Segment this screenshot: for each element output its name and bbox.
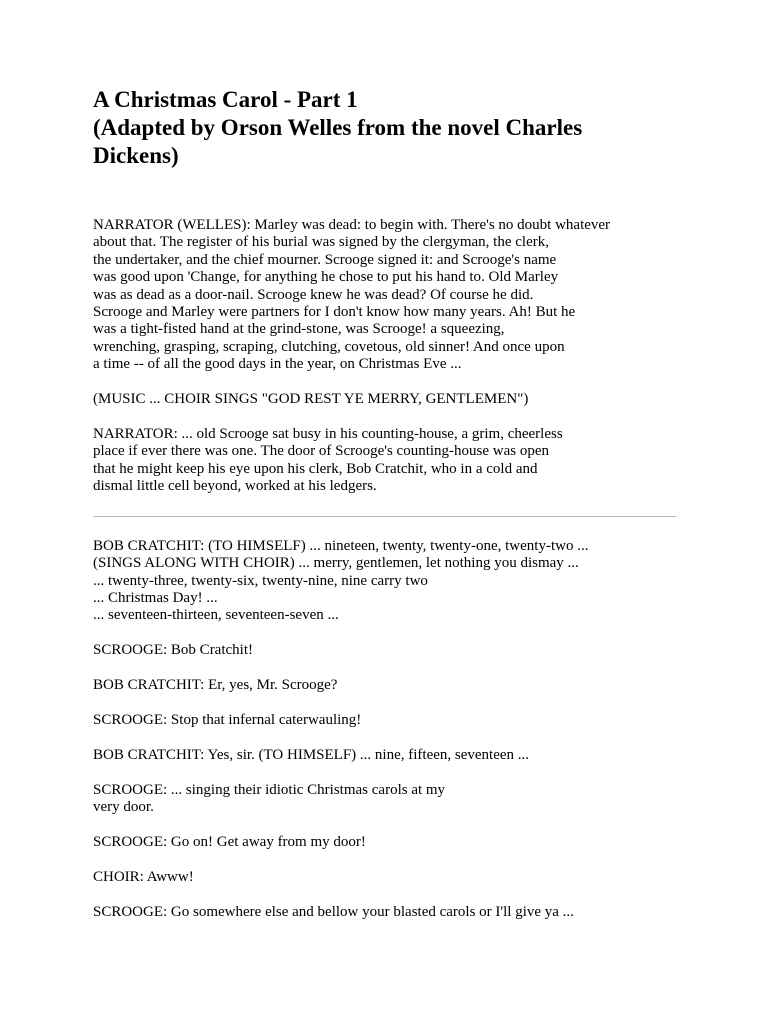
script-paragraph (93, 869, 693, 886)
script-paragraph (93, 904, 693, 921)
paragraph-line: wrenching, grasping, scraping, clutching, covetous, old sinner! And once upon (93, 338, 565, 355)
paragraph-line: a time -- of all the good days in the year, on Christmas Eve ... (93, 356, 462, 373)
paragraph-line: ... twenty-three, twenty-six, twenty-nine, nine carry two (93, 572, 428, 589)
script-paragraph (93, 782, 693, 817)
script-section-1 (93, 217, 693, 496)
title-line: (Adapted by Orson Welles from the novel Charles (93, 115, 583, 140)
paragraph-line: place if ever there was one. The door of Scrooge's counting-house was open (93, 443, 550, 460)
document-title (93, 86, 693, 170)
paragraph-line: was a tight-fisted hand at the grind-stone, was Scrooge! a squeezing, (93, 321, 505, 338)
paragraph-line: SCROOGE: Stop that infernal caterwauling! (93, 712, 362, 729)
script-paragraph (93, 677, 693, 694)
paragraph-line: NARRATOR: ... old Scrooge sat busy in his counting-house, a grim, cheerless (93, 426, 563, 443)
paragraph-line: that he might keep his eye upon his clerk, Bob Cratchit, who in a cold and (93, 460, 538, 477)
paragraph-line: BOB CRATCHIT: Er, yes, Mr. Scrooge? (93, 677, 338, 694)
paragraph-line: the undertaker, and the chief mourner. Scrooge signed it: and Scrooge's name (93, 251, 557, 268)
paragraph-line: was good upon 'Change, for anything he chose to put his hand to. Old Marley (93, 269, 559, 286)
paragraph-line: very door. (93, 799, 154, 816)
paragraph-line: BOB CRATCHIT: (TO HIMSELF) ... nineteen, twenty, twenty-one, twenty-two ... (93, 537, 589, 554)
title-line: A Christmas Carol - Part 1 (93, 87, 358, 112)
paragraph-line: dismal little cell beyond, worked at his ledgers. (93, 478, 377, 495)
script-paragraph (93, 391, 693, 408)
title-line: Dickens) (93, 143, 179, 168)
script-paragraph (93, 642, 693, 659)
paragraph-line: was as dead as a door-nail. Scrooge knew he was dead? Of course he did. (93, 286, 534, 303)
script-section-2 (93, 538, 693, 922)
script-paragraph (93, 712, 693, 729)
script-paragraph (93, 217, 693, 374)
paragraph-line: (MUSIC ... CHOIR SINGS "GOD REST YE MERRY, GENTLEMEN") (93, 391, 529, 408)
paragraph-line: Scrooge and Marley were partners for I don't know how many years. Ah! But he (93, 304, 576, 321)
script-paragraph (93, 426, 693, 496)
paragraph-line: SCROOGE: ... singing their idiotic Christmas carols at my (93, 781, 446, 798)
paragraph-line: ... Christmas Day! ... (93, 589, 218, 606)
paragraph-line: CHOIR: Awww! (93, 869, 194, 886)
paragraph-line: SCROOGE: Bob Cratchit! (93, 642, 253, 659)
script-paragraph (93, 834, 693, 851)
script-paragraph (93, 538, 693, 625)
paragraph-line: BOB CRATCHIT: Yes, sir. (TO HIMSELF) ... nine, fifteen, seventeen ... (93, 746, 530, 763)
paragraph-line: NARRATOR (WELLES): Marley was dead: to begin with. There's no doubt whatever (93, 217, 611, 233)
script-paragraph (93, 747, 693, 764)
document-page (93, 86, 693, 921)
paragraph-line: SCROOGE: Go somewhere else and bellow your blasted carols or I'll give ya ... (93, 903, 574, 920)
paragraph-line: about that. The register of his burial was signed by the clergyman, the clerk, (93, 234, 549, 251)
paragraph-line: SCROOGE: Go on! Get away from my door! (93, 834, 366, 851)
paragraph-line: ... seventeen-thirteen, seventeen-seven ... (93, 607, 339, 624)
paragraph-line: (SINGS ALONG WITH CHOIR) ... merry, gentlemen, let nothing you dismay ... (93, 555, 579, 572)
